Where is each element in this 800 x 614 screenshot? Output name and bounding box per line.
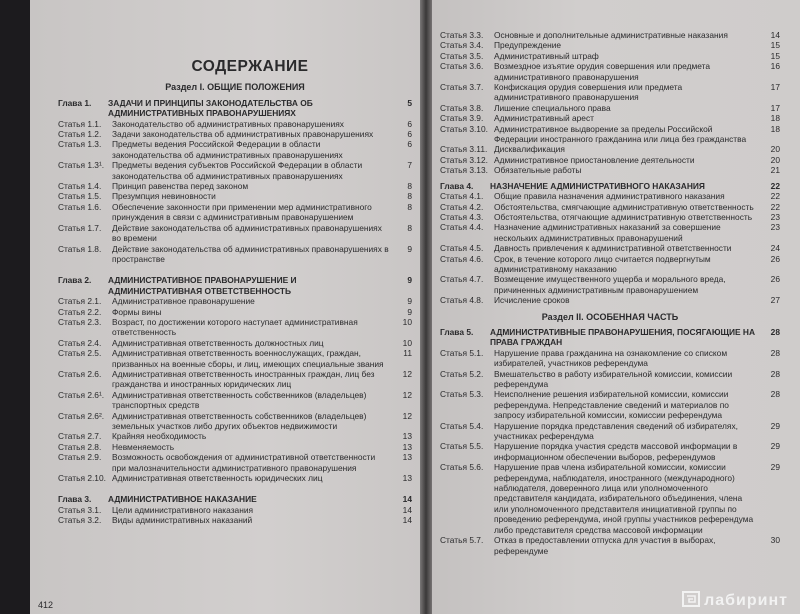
toc-entry-label: Статья 2.8.	[58, 441, 102, 452]
toc-entry-page: 30	[770, 535, 780, 546]
toc-entry	[58, 442, 412, 452]
toc-entry-page: 20	[770, 144, 780, 155]
toc-entry-title: Общие правила назначения административного наказания	[494, 191, 725, 202]
toc-entry-page: 23	[770, 222, 780, 233]
toc-entry-page: 8	[407, 201, 412, 212]
toc-entry	[440, 191, 780, 201]
toc-entry-page: 9	[407, 306, 412, 317]
toc-entry-label: Статья 2.4.	[58, 337, 102, 348]
chapter-4-items	[440, 191, 780, 305]
chapter-2-items	[58, 296, 412, 483]
toc-entry	[440, 348, 780, 369]
toc-entry-label: Статья 4.8.	[440, 295, 484, 306]
toc-entry-title: Административное приостановление деятельности	[494, 154, 695, 165]
toc-entry-label: Статья 3.5.	[440, 50, 484, 61]
toc-entry-label: Статья 3.4.	[440, 40, 484, 51]
toc-entry-label: Статья 5.6.	[440, 462, 484, 473]
chapter-5-items	[440, 348, 780, 556]
toc-entry-label: Статья 1.6.	[58, 201, 102, 212]
toc-entry-page: 21	[770, 165, 780, 176]
toc-entry-title: Нарушение порядка участия средств массовой информации в информационном обеспечении выборов, референдумов	[494, 441, 738, 462]
toc-entry-title: Возмездное изъятие орудия совершения или предмета административного правонарушения	[494, 61, 711, 82]
toc-entry-label: Статья 2.6¹.	[58, 389, 105, 400]
toc-entry-label: Статья 1.3¹.	[58, 160, 105, 171]
toc-entry-page: 6	[407, 139, 412, 150]
toc-entry	[440, 212, 780, 222]
toc-entry	[58, 390, 412, 411]
toc-entry-page: 28	[770, 389, 780, 400]
toc-entry-title: Виды административных наказаний	[112, 515, 253, 526]
toc-entry	[440, 462, 780, 535]
toc-entry-label: Статья 4.4.	[440, 222, 484, 233]
toc-entry-title: Предметы ведения субъектов Российской Федерации в области законодательства об административных правонарушениях	[112, 160, 363, 181]
toc-entry	[440, 441, 780, 462]
left-toc	[58, 58, 412, 526]
toc-entry	[58, 160, 412, 181]
toc-entry	[58, 515, 412, 525]
toc-entry-label: Статья 4.6.	[440, 253, 484, 264]
toc-entry-title: Нарушение права гражданина на ознакомление со списком избирателей, участников референдума	[494, 347, 728, 369]
toc-entry-page: 7	[407, 160, 412, 171]
toc-entry-page: 28	[770, 347, 780, 358]
toc-entry	[440, 202, 780, 212]
toc-entry-title: Дисквалификация	[494, 144, 565, 155]
toc-entry-page: 8	[407, 191, 412, 202]
toc-entry-title: Основные и дополнительные административные наказания	[494, 30, 728, 40]
toc-entry-label: Статья 1.7.	[58, 222, 102, 233]
toc-entry-page: 29	[770, 420, 780, 431]
toc-entry-page: 22	[770, 191, 780, 202]
chapter-5-heading: Глава 5. АДМИНИСТРАТИВНЫЕ ПРАВОНАРУШЕНИЯ, ПОСЯГАЮЩИЕ НА ПРАВА ГРАЖДАН 28	[440, 326, 780, 348]
toc-entry	[58, 129, 412, 139]
toc-entry	[440, 369, 780, 390]
toc-entry-title: Административная ответственность собственников (владельцев) транспортных средств	[112, 389, 367, 411]
toc-entry-title: Административная ответственность должностных лиц	[112, 337, 324, 348]
toc-entry-title: Давность привлечения к административной ответственности	[494, 243, 732, 254]
toc-entry-page: 14	[770, 30, 780, 40]
toc-entry-title: Возможность освобождения от административной ответственности при малозначительности административного правонарушения	[112, 452, 376, 473]
toc-entry-title: Обеспечение законности при применении мер административного принуждения в связи с административным правонарушением	[112, 201, 372, 223]
toc-entry-label: Статья 2.3.	[58, 316, 102, 327]
toc-entry-label: Статья 3.8.	[440, 102, 484, 113]
toc-entry	[440, 155, 780, 165]
toc-entry	[58, 452, 412, 473]
toc-entry	[58, 223, 412, 244]
toc-entry-label: Статья 2.5.	[58, 348, 102, 359]
toc-entry-label: Статья 4.5.	[440, 243, 484, 254]
chapter-2-heading: Глава 2. АДМИНИСТРАТИВНОЕ ПРАВОНАРУШЕНИЕ И АДМИНИСТРАТИВНАЯ ОТВЕТСТВЕННОСТЬ 9	[58, 275, 412, 296]
toc-entry-title: Административный арест	[494, 113, 594, 124]
toc-entry-title: Административная ответственность собственников (владельцев) земельных участков либо других объектов недвижимости	[112, 410, 367, 431]
toc-entry-label: Статья 4.2.	[440, 201, 484, 212]
toc-entry-page: 20	[770, 154, 780, 165]
toc-entry-page: 22	[770, 201, 780, 212]
toc-entry-page: 27	[770, 295, 780, 306]
chapter-1-items	[58, 119, 412, 265]
toc-entry-label: Статья 3.10.	[440, 123, 488, 134]
toc-entry-title: Неисполнение решения избирательной комиссии, комиссии референдума. Непредставление сведений и материалов по запросу избирательной комиссии, комиссии референдума	[494, 389, 729, 421]
toc-entry-title: Обстоятельства, смягчающие административную ответственность	[494, 201, 754, 212]
toc-entry-page: 11	[403, 348, 412, 359]
toc-entry	[440, 51, 780, 61]
toc-entry-title: Административный штраф	[494, 50, 599, 61]
toc-entry-label: Статья 2.7.	[58, 431, 102, 442]
chapter-3-heading: Глава 3. АДМИНИСТРАТИВНОЕ НАКАЗАНИЕ 14	[58, 494, 412, 505]
toc-entry-page: 10	[402, 316, 412, 327]
toc-entry-label: Статья 3.9.	[440, 113, 484, 124]
toc-entry-label: Статья 1.8.	[58, 243, 102, 254]
toc-entry	[58, 139, 412, 160]
section-heading-2: Раздел II. ОСОБЕННАЯ ЧАСТЬ	[541, 311, 679, 322]
toc-entry-label: Статья 3.11.	[440, 144, 488, 155]
toc-entry-title: Лишение специального права	[494, 102, 611, 113]
toc-entry	[440, 30, 780, 40]
toc-entry-page: 8	[407, 222, 412, 233]
right-toc	[440, 30, 780, 556]
toc-entry	[58, 307, 412, 317]
toc-entry	[440, 113, 780, 123]
toc-entry-page: 8	[407, 181, 412, 192]
toc-entry-page: 14	[402, 504, 412, 515]
toc-entry-title: Формы вины	[112, 306, 162, 317]
chapter-3-items-continued	[440, 30, 780, 176]
toc-entry-label: Статья 3.6.	[440, 61, 484, 72]
toc-entry-title: Вмешательство в работу избирательной комиссии, комиссии референдума	[494, 368, 733, 389]
chapter-4-heading: Глава 4. НАЗНАЧЕНИЕ АДМИНИСТРАТИВНОГО НАКАЗАНИЯ 22	[440, 180, 780, 191]
toc-entry-title: Конфискация орудия совершения или предмета административного правонарушения	[494, 82, 683, 103]
toc-entry-label: Статья 5.5.	[440, 441, 484, 452]
toc-entry-label: Статья 1.5.	[58, 191, 102, 202]
toc-entry-title: Исчисление сроков	[494, 295, 570, 306]
toc-entry	[58, 505, 412, 515]
toc-entry-title: Принцип равенства перед законом	[112, 181, 249, 192]
chapter-1-heading: Глава 1. ЗАДАЧИ И ПРИНЦИПЫ ЗАКОНОДАТЕЛЬСТВА ОБ АДМИНИСТРАТИВНЫХ ПРАВОНАРУШЕНИЯХ 5	[58, 97, 412, 119]
section-heading-1: Раздел I. ОБЩИЕ ПОЛОЖЕНИЯ	[165, 82, 305, 93]
toc-entry	[58, 348, 412, 369]
toc-entry-page: 9	[407, 296, 412, 307]
toc-entry	[58, 191, 412, 201]
toc-entry-page: 24	[770, 243, 780, 254]
toc-entry	[440, 295, 780, 305]
toc-entry-label: Статья 5.4.	[440, 420, 484, 431]
watermark-logo: лабиринт	[682, 591, 788, 610]
toc-entry-label: Статья 1.2.	[58, 129, 102, 140]
toc-entry-title: Нарушение порядка представления сведений об избирателях, участниках референдума	[494, 420, 738, 442]
toc-entry-label: Статья 2.6².	[58, 410, 105, 421]
toc-entry	[440, 222, 780, 243]
toc-entry-page: 13	[402, 473, 412, 484]
toc-entry-title: Срок, в течение которого лицо считается подвергнутым административному наказанию	[494, 253, 711, 274]
toc-entry	[440, 254, 780, 275]
toc-entry	[58, 431, 412, 441]
toc-entry	[440, 535, 780, 556]
toc-entry-label: Статья 2.1.	[58, 296, 102, 307]
toc-entry-title: Законодательство об административных правонарушениях	[112, 118, 344, 129]
chapter-3-items	[58, 505, 412, 526]
toc-entry	[440, 144, 780, 154]
toc-entry-page: 17	[770, 82, 780, 93]
toc-entry-title: Административная ответственность военнослужащих, граждан, призванных на военные сборы, и лиц, имеющих специальные звания	[112, 348, 384, 369]
toc-entry	[440, 389, 780, 420]
toc-entry	[58, 411, 412, 432]
toc-entry-page: 9	[407, 243, 412, 254]
toc-entry-title: Назначение административных наказаний за совершение нескольких административных правонарушений	[494, 222, 721, 243]
toc-entry-page: 13	[402, 441, 412, 452]
toc-entry-page: 12	[402, 389, 412, 400]
toc-entry	[440, 165, 780, 175]
toc-entry	[58, 119, 412, 129]
toc-entry-title: Возмещение имущественного ущерба и морального вреда, причиненных административным правонарушением	[494, 274, 726, 295]
toc-entry-title: Административная ответственность иностранных граждан, лиц без гражданства и иностранных юридических лиц	[112, 368, 375, 390]
toc-entry-page: 29	[770, 441, 780, 452]
toc-entry-label: Статья 4.3.	[440, 211, 484, 222]
toc-entry-label: Статья 5.1.	[440, 347, 484, 358]
toc-entry-title: Презумпция невиновности	[112, 191, 216, 202]
toc-entry-label: Статья 3.7.	[440, 82, 484, 93]
toc-entry-title: Крайняя необходимость	[112, 431, 207, 442]
toc-entry-title: Возраст, по достижении которого наступает административная ответственность	[112, 316, 358, 338]
toc-entry-page: 17	[770, 102, 780, 113]
toc-entry-page: 18	[770, 123, 780, 134]
toc-entry-title: Административная ответственность юридических лиц	[112, 473, 323, 484]
toc-entry-title: Обязательные работы	[494, 165, 582, 176]
toc-entry	[440, 82, 780, 103]
toc-entry-title: Предметы ведения Российской Федерации в области законодательства об административных правонарушениях	[112, 139, 343, 160]
toc-entry-title: Действие законодательства об административных правонарушениях во времени	[112, 222, 382, 244]
toc-entry-label: Статья 3.1.	[58, 504, 102, 515]
toc-entry-label: Статья 5.3.	[440, 389, 484, 400]
toc-entry-label: Статья 4.7.	[440, 274, 484, 285]
page-number: 412	[38, 600, 54, 610]
toc-entry-page: 12	[402, 410, 412, 421]
toc-entry-page: 13	[402, 452, 412, 463]
toc-entry-title: Отказ в предоставлении отпуска для участия в выборах, референдуме	[494, 535, 716, 556]
toc-entry-page: 29	[770, 462, 780, 473]
toc-entry-title: Административное выдворение за пределы Российской Федерации иностранного гражданина или лица без гражданства	[494, 123, 747, 145]
toc-entry-title: Предупреждение	[494, 40, 562, 51]
toc-entry	[440, 103, 780, 113]
toc-entry	[440, 274, 780, 295]
toc-title: СОДЕРЖАНИЕ	[191, 58, 309, 75]
toc-entry-page: 10	[402, 337, 412, 348]
toc-entry-label: Статья 3.2.	[58, 515, 102, 526]
toc-entry-label: Статья 5.7.	[440, 535, 484, 546]
toc-entry-label: Статья 4.1.	[440, 191, 484, 202]
toc-entry-label: Статья 3.12.	[440, 154, 488, 165]
toc-entry	[58, 369, 412, 390]
toc-entry	[58, 296, 412, 306]
toc-entry	[58, 317, 412, 338]
toc-entry-label: Статья 3.13.	[440, 165, 488, 176]
toc-entry-label: Статья 2.10.	[58, 473, 106, 484]
toc-entry-title: Обстоятельства, отягчающие административную ответственность	[494, 211, 753, 222]
toc-entry-title: Цели административного наказания	[112, 504, 254, 515]
toc-entry-label: Статья 3.3.	[440, 30, 484, 40]
toc-entry	[58, 338, 412, 348]
toc-entry-page: 18	[770, 113, 780, 124]
toc-entry	[58, 181, 412, 191]
toc-entry-page: 16	[770, 61, 780, 72]
toc-entry-label: Статья 1.3.	[58, 139, 102, 150]
toc-entry-title: Действие законодательства об административных правонарушениях в пространстве	[112, 243, 389, 264]
toc-entry-label: Статья 2.6.	[58, 368, 102, 379]
toc-entry-title: Невменяемость	[112, 441, 175, 452]
left-page	[30, 0, 420, 614]
toc-entry-label: Статья 1.4.	[58, 181, 102, 192]
toc-entry-page: 15	[770, 50, 780, 61]
toc-entry	[58, 473, 412, 483]
toc-entry	[440, 243, 780, 253]
toc-entry	[440, 124, 780, 145]
toc-entry-label: Статья 5.2.	[440, 368, 484, 379]
toc-entry-page: 13	[402, 431, 412, 442]
right-page	[432, 0, 800, 614]
toc-entry-title: Задачи законодательства об административных правонарушениях	[112, 129, 374, 140]
labyrinth-logo-icon	[682, 591, 700, 607]
toc-entry-label: Статья 2.9.	[58, 452, 102, 463]
toc-entry-title: Нарушение прав члена избирательной комиссии, комиссии референдума, наблюдателя, иностранного (международного) наблюдателя, доверенного лица или уполномоченного представителя кандидата, избирательного объединения, члена или уполномоченного представителя инициативной группы по проведению референдума, иной группы участников референдума либо представителя средства массовой информации	[494, 462, 754, 535]
toc-entry-page: 26	[770, 253, 780, 264]
toc-entry-page: 28	[770, 368, 780, 379]
toc-entry-page: 6	[407, 129, 412, 140]
toc-entry	[58, 202, 412, 223]
toc-entry-label: Статья 1.1.	[58, 118, 102, 129]
toc-entry-page: 6	[407, 118, 412, 129]
toc-entry	[440, 61, 780, 82]
toc-entry-page: 15	[770, 40, 780, 51]
toc-entry-title: Административное правонарушение	[112, 296, 255, 307]
toc-entry-page: 26	[770, 274, 780, 285]
toc-entry-page: 23	[770, 211, 780, 222]
toc-entry-page: 14	[402, 515, 412, 526]
toc-entry	[440, 421, 780, 442]
toc-entry	[440, 40, 780, 50]
toc-entry-label: Статья 2.2.	[58, 306, 102, 317]
toc-entry	[58, 244, 412, 265]
toc-entry-page: 12	[402, 368, 412, 379]
